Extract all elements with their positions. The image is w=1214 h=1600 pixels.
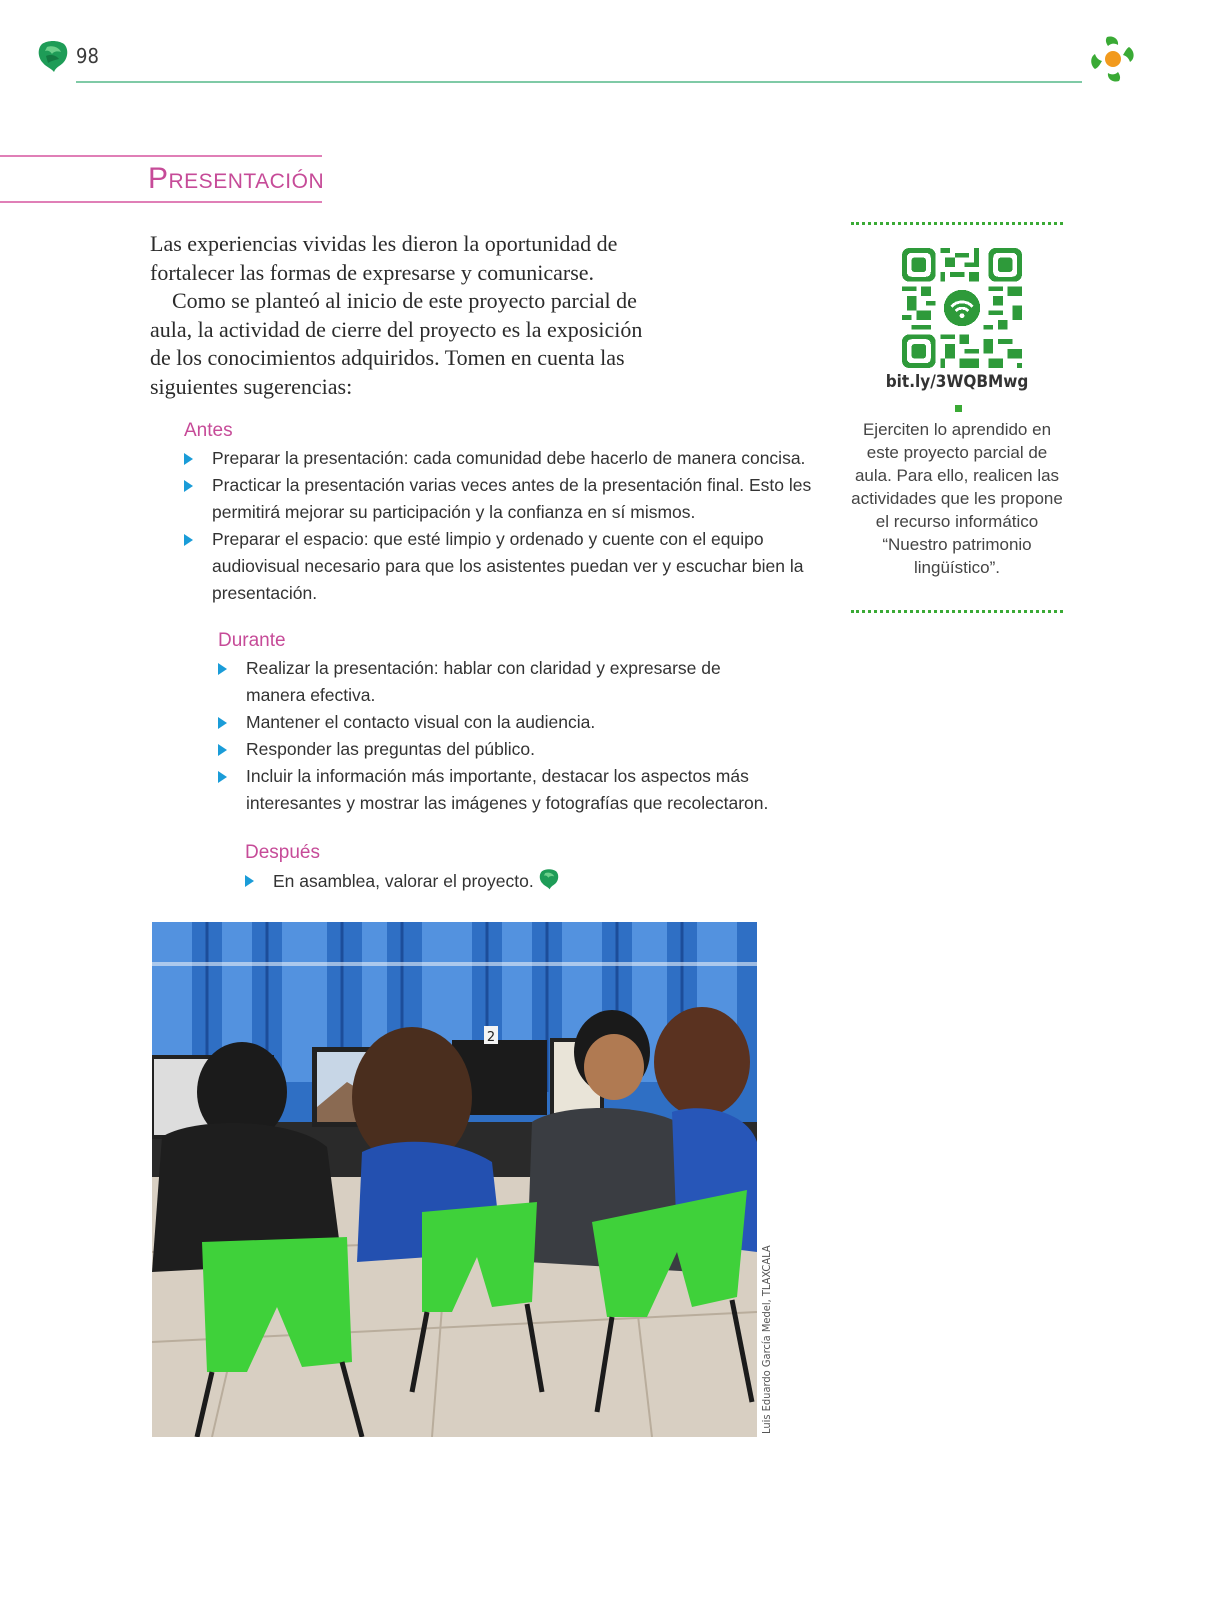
bullet-triangle-icon <box>218 771 227 783</box>
list-item: En asamblea, valorar el proyecto. <box>243 867 663 895</box>
list-item: Incluir la información más importante, destacar los aspectos más interesantes y mostrar las imágenes y fotografías que recolectaron. <box>216 763 776 817</box>
sidebar-dotted-rule-top <box>851 222 1063 225</box>
sidebar-dotted-rule-bottom <box>851 610 1063 613</box>
classroom-computers-photo <box>152 922 757 1437</box>
bullet-triangle-icon <box>218 663 227 675</box>
despues-heading: Después <box>245 842 320 863</box>
list-item: Preparar la presentación: cada comunidad debe hacerlo de manera concisa. <box>182 445 822 472</box>
antes-heading: Antes <box>184 420 233 441</box>
despues-list <box>243 867 663 895</box>
qr-link[interactable]: bit.ly/3WQBMwg <box>885 372 1029 392</box>
bullet-triangle-icon <box>245 875 254 887</box>
durante-list <box>216 655 776 817</box>
bullet-triangle-icon <box>184 534 193 546</box>
bullet-triangle-icon <box>218 717 227 729</box>
section-title: Presentación <box>148 162 325 195</box>
page-number: 98 <box>76 44 99 68</box>
green-leaf-icon <box>538 867 560 891</box>
sidebar-text: Ejerciten lo aprendido en este proyecto parcial de aula. Para ello, realicen las actividades que les propone el recurso informático “Nuestro patrimonio lingüístico”. <box>851 420 1063 577</box>
intro-paragraph-2: Como se planteó al inicio de este proyecto parcial de aula, la actividad de cierre del proyecto es la exposición de los conocimientos adquiridos. Tomen en cuenta las siguientes sugerencias: <box>150 288 643 399</box>
list-item: Practicar la presentación varias veces antes de la presentación final. Esto les permitirá mejorar su participación y la confianza en sí mismos. <box>182 472 822 526</box>
durante-heading: Durante <box>218 630 286 651</box>
bullet-triangle-icon <box>184 453 193 465</box>
bullet-triangle-icon <box>218 744 227 756</box>
list-item: Responder las preguntas del público. <box>216 736 776 763</box>
header-rule <box>76 81 1082 83</box>
list-item: Mantener el contacto visual con la audiencia. <box>216 709 776 736</box>
intro-paragraph-1: Las experiencias vividas les dieron la oportunidad de fortalecer las formas de expresarse y comunicarse. <box>150 231 618 285</box>
intro-text <box>150 230 650 401</box>
green-square-marker <box>955 405 962 412</box>
photo-credit: Luis Eduardo García Medel, TLAXCALA <box>760 1245 773 1434</box>
list-item: Realizar la presentación: hablar con claridad y expresarse de manera efectiva. <box>216 655 776 709</box>
qr-code-icon[interactable] <box>902 248 1022 368</box>
monitor-number-label: 2 <box>486 1030 496 1045</box>
title-rule-top <box>0 155 322 157</box>
green-leaf-icon <box>36 38 70 74</box>
title-rule-bottom <box>0 201 322 203</box>
orange-green-flower-emblem-icon <box>1085 33 1141 85</box>
bullet-triangle-icon <box>184 480 193 492</box>
antes-list <box>182 445 822 607</box>
list-item: Preparar el espacio: que esté limpio y ordenado y cuente con el equipo audiovisual necesario para que los asistentes puedan ver y escuchar bien la presentación. <box>182 526 822 607</box>
